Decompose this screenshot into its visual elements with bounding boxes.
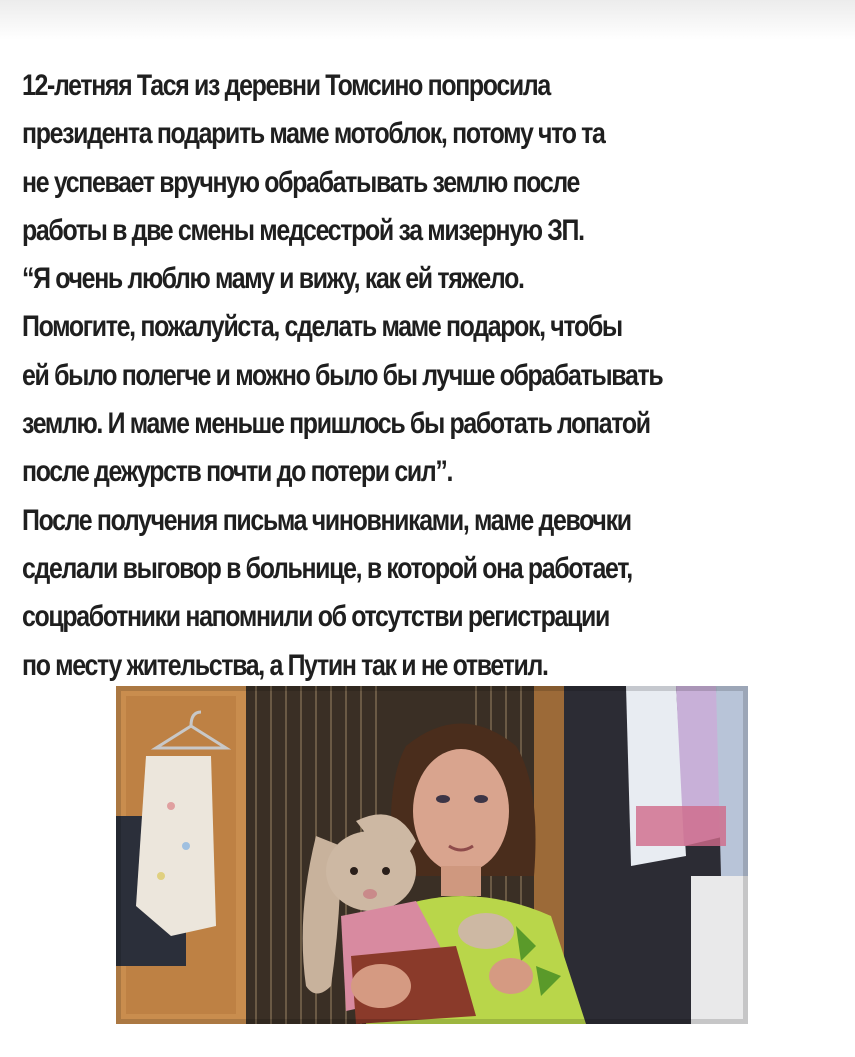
post-text-line: по месту жительства, а Путин так и не ответил. [22, 648, 548, 682]
post-text-line: 12-летняя Тася из деревни Томсино попросила [22, 69, 550, 102]
post-text-line: Помогите, пожалуйста, сделать маме подарок, чтобы [22, 310, 622, 344]
post-text-line: соцработники напомнили об отсутстви регистрации [22, 600, 609, 634]
top-fade-band [0, 0, 855, 40]
post-text-line: ей было полегче и можно было бы лучше обрабатывать [22, 358, 663, 392]
post-text-line: “Я очень люблю маму и вижу, как ей тяжело. [22, 262, 524, 296]
post-text [22, 62, 709, 690]
post-text-line: не успевает вручную обрабатывать землю после [22, 165, 580, 199]
girl-hand [351, 964, 411, 1008]
post-text-line: После получения письма чиновниками, маме девочки [22, 503, 631, 537]
hanging-cloth [136, 756, 216, 936]
post-text-line: работы в две смены медсестрой за мизерную ЗП. [22, 213, 584, 247]
photo-girl-with-bunny [116, 686, 748, 1024]
girl-face [413, 749, 509, 873]
post-text-line: после дежурств почти до потери сил”. [22, 455, 453, 489]
post-text-line: президента подарить маме мотоблок, потому что та [22, 117, 605, 151]
post-text-line: сделали выговор в больнице, в которой она работает, [22, 551, 632, 585]
post-text-line: землю. И маме меньше пришлось бы работать лопатой [22, 407, 650, 441]
